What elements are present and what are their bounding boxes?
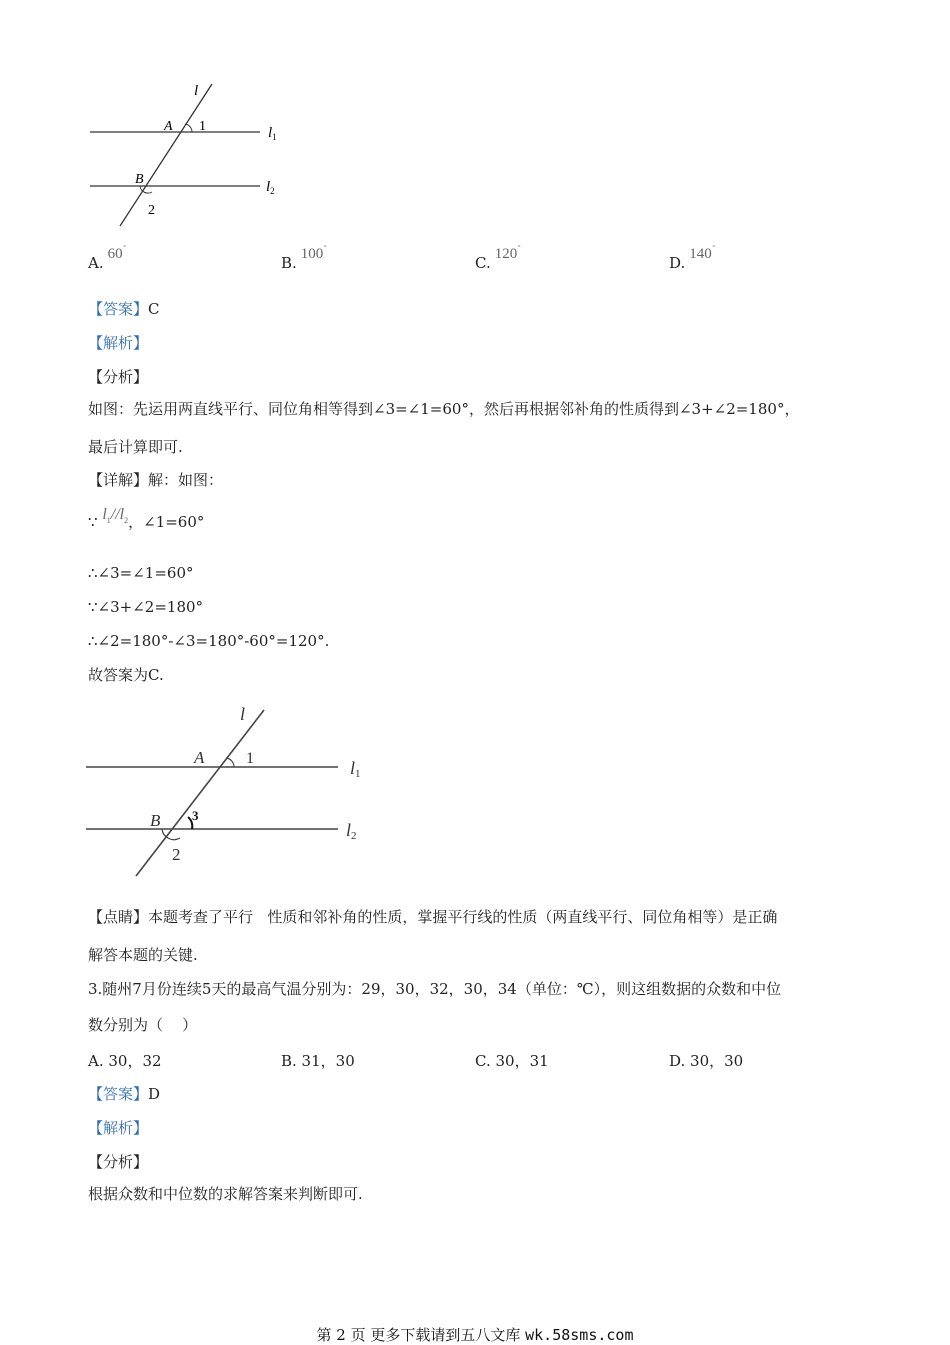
fig2-label-l2: l2 [346, 820, 357, 842]
label-1: 1 [199, 119, 206, 134]
fig2-label-l1: l1 [350, 758, 361, 780]
label-2: 2 [148, 203, 155, 218]
option-c: C. 120˚ [475, 245, 522, 272]
q2-conclusion: 故答案为C. [88, 666, 164, 684]
option-d-letter: D. [669, 254, 686, 272]
dianjing-line2: 解答本题的关键. [88, 946, 198, 964]
q3-fenxi: 根据众数和中位数的求解答案来判断即可. [88, 1185, 363, 1203]
q3-fenxi-tag: 【分析】 [88, 1153, 149, 1171]
fig2-label-3: 3 [192, 808, 199, 823]
transversal-l [120, 84, 212, 226]
label-l1: $l_1$ [268, 125, 277, 142]
option-a: A. 60˚ [88, 245, 127, 272]
fig2-transversal-l [136, 710, 264, 876]
q3-stem-line1: 3.随州7月份连续5天的最高气温分别为：29，30，32，30，34（单位：℃），则这组数据的众数和中位 [88, 980, 782, 998]
label-l2: $l_2$ [266, 179, 275, 196]
option-d-value: 140 [689, 246, 712, 262]
q3-option-a: A. 30，32 [88, 1052, 162, 1070]
option-b: B. 100˚ [281, 245, 328, 272]
q2-step3: ∴∠2=180°-∠3=180°-60°=120°. [88, 632, 330, 650]
q3-stem-line2: 数分别为（ ） [88, 1016, 198, 1034]
label-l: l [194, 83, 199, 99]
q3-answer: 【答案】D [88, 1085, 161, 1103]
option-c-value: 120 [494, 246, 518, 262]
fig2-label-B: B [150, 811, 161, 830]
option-a-letter: A. [88, 254, 104, 272]
q3-analysis-tag: 【解析】 [88, 1119, 149, 1137]
fig2-label-2: 2 [172, 845, 181, 864]
option-b-letter: B. [281, 254, 297, 272]
option-b-value: 100 [300, 246, 324, 262]
figure-1 [80, 80, 300, 230]
option-c-letter: C. [475, 254, 491, 272]
q3-option-d: D. 30，30 [669, 1052, 744, 1070]
option-d: D. 140˚ [669, 245, 716, 272]
footer-site-link[interactable]: wk.58sms.com [525, 1326, 634, 1344]
dianjing-line1: 【点睛】本题考查了平行 性质和邻补角的性质，掌握平行线的性质（两直线平行、同位角相等）是正确 [88, 908, 778, 926]
figure-2 [80, 700, 380, 880]
q2-answer: 【答案】C [88, 300, 160, 318]
q2-step2: ∵∠3+∠2=180° [88, 598, 204, 616]
q2-fenxi-tag: 【分析】 [88, 368, 149, 386]
q2-fenxi-line1: 如图：先运用两直线平行、同位角相等得到∠3=∠1=60°，然后再根据邻补角的性质得到∠3+∠2=180°， [88, 400, 800, 418]
q3-option-c: C. 30，31 [475, 1052, 549, 1070]
fig2-angle-1-arc [226, 758, 234, 767]
q2-because-parallel: ∵ $l_1//l_2$，∠1=60° [88, 506, 205, 531]
fig2-label-l: l [240, 704, 246, 724]
fig2-label-A: A [194, 748, 205, 767]
q2-detail: 【详解】解：如图： [88, 471, 224, 489]
q2-fenxi-line2: 最后计算即可. [88, 438, 183, 456]
option-a-value: 60 [107, 246, 123, 262]
label-A: A [164, 119, 173, 134]
label-B: B [135, 172, 144, 187]
page-footer: 第 2 页 更多下载请到五八文库 wk.58sms.com [316, 1326, 634, 1344]
q2-analysis-tag: 【解析】 [88, 334, 149, 352]
q3-option-b: B. 31，30 [281, 1052, 355, 1070]
fig2-label-1: 1 [246, 750, 254, 767]
q2-step1: ∴∠3=∠1=60° [88, 564, 194, 582]
